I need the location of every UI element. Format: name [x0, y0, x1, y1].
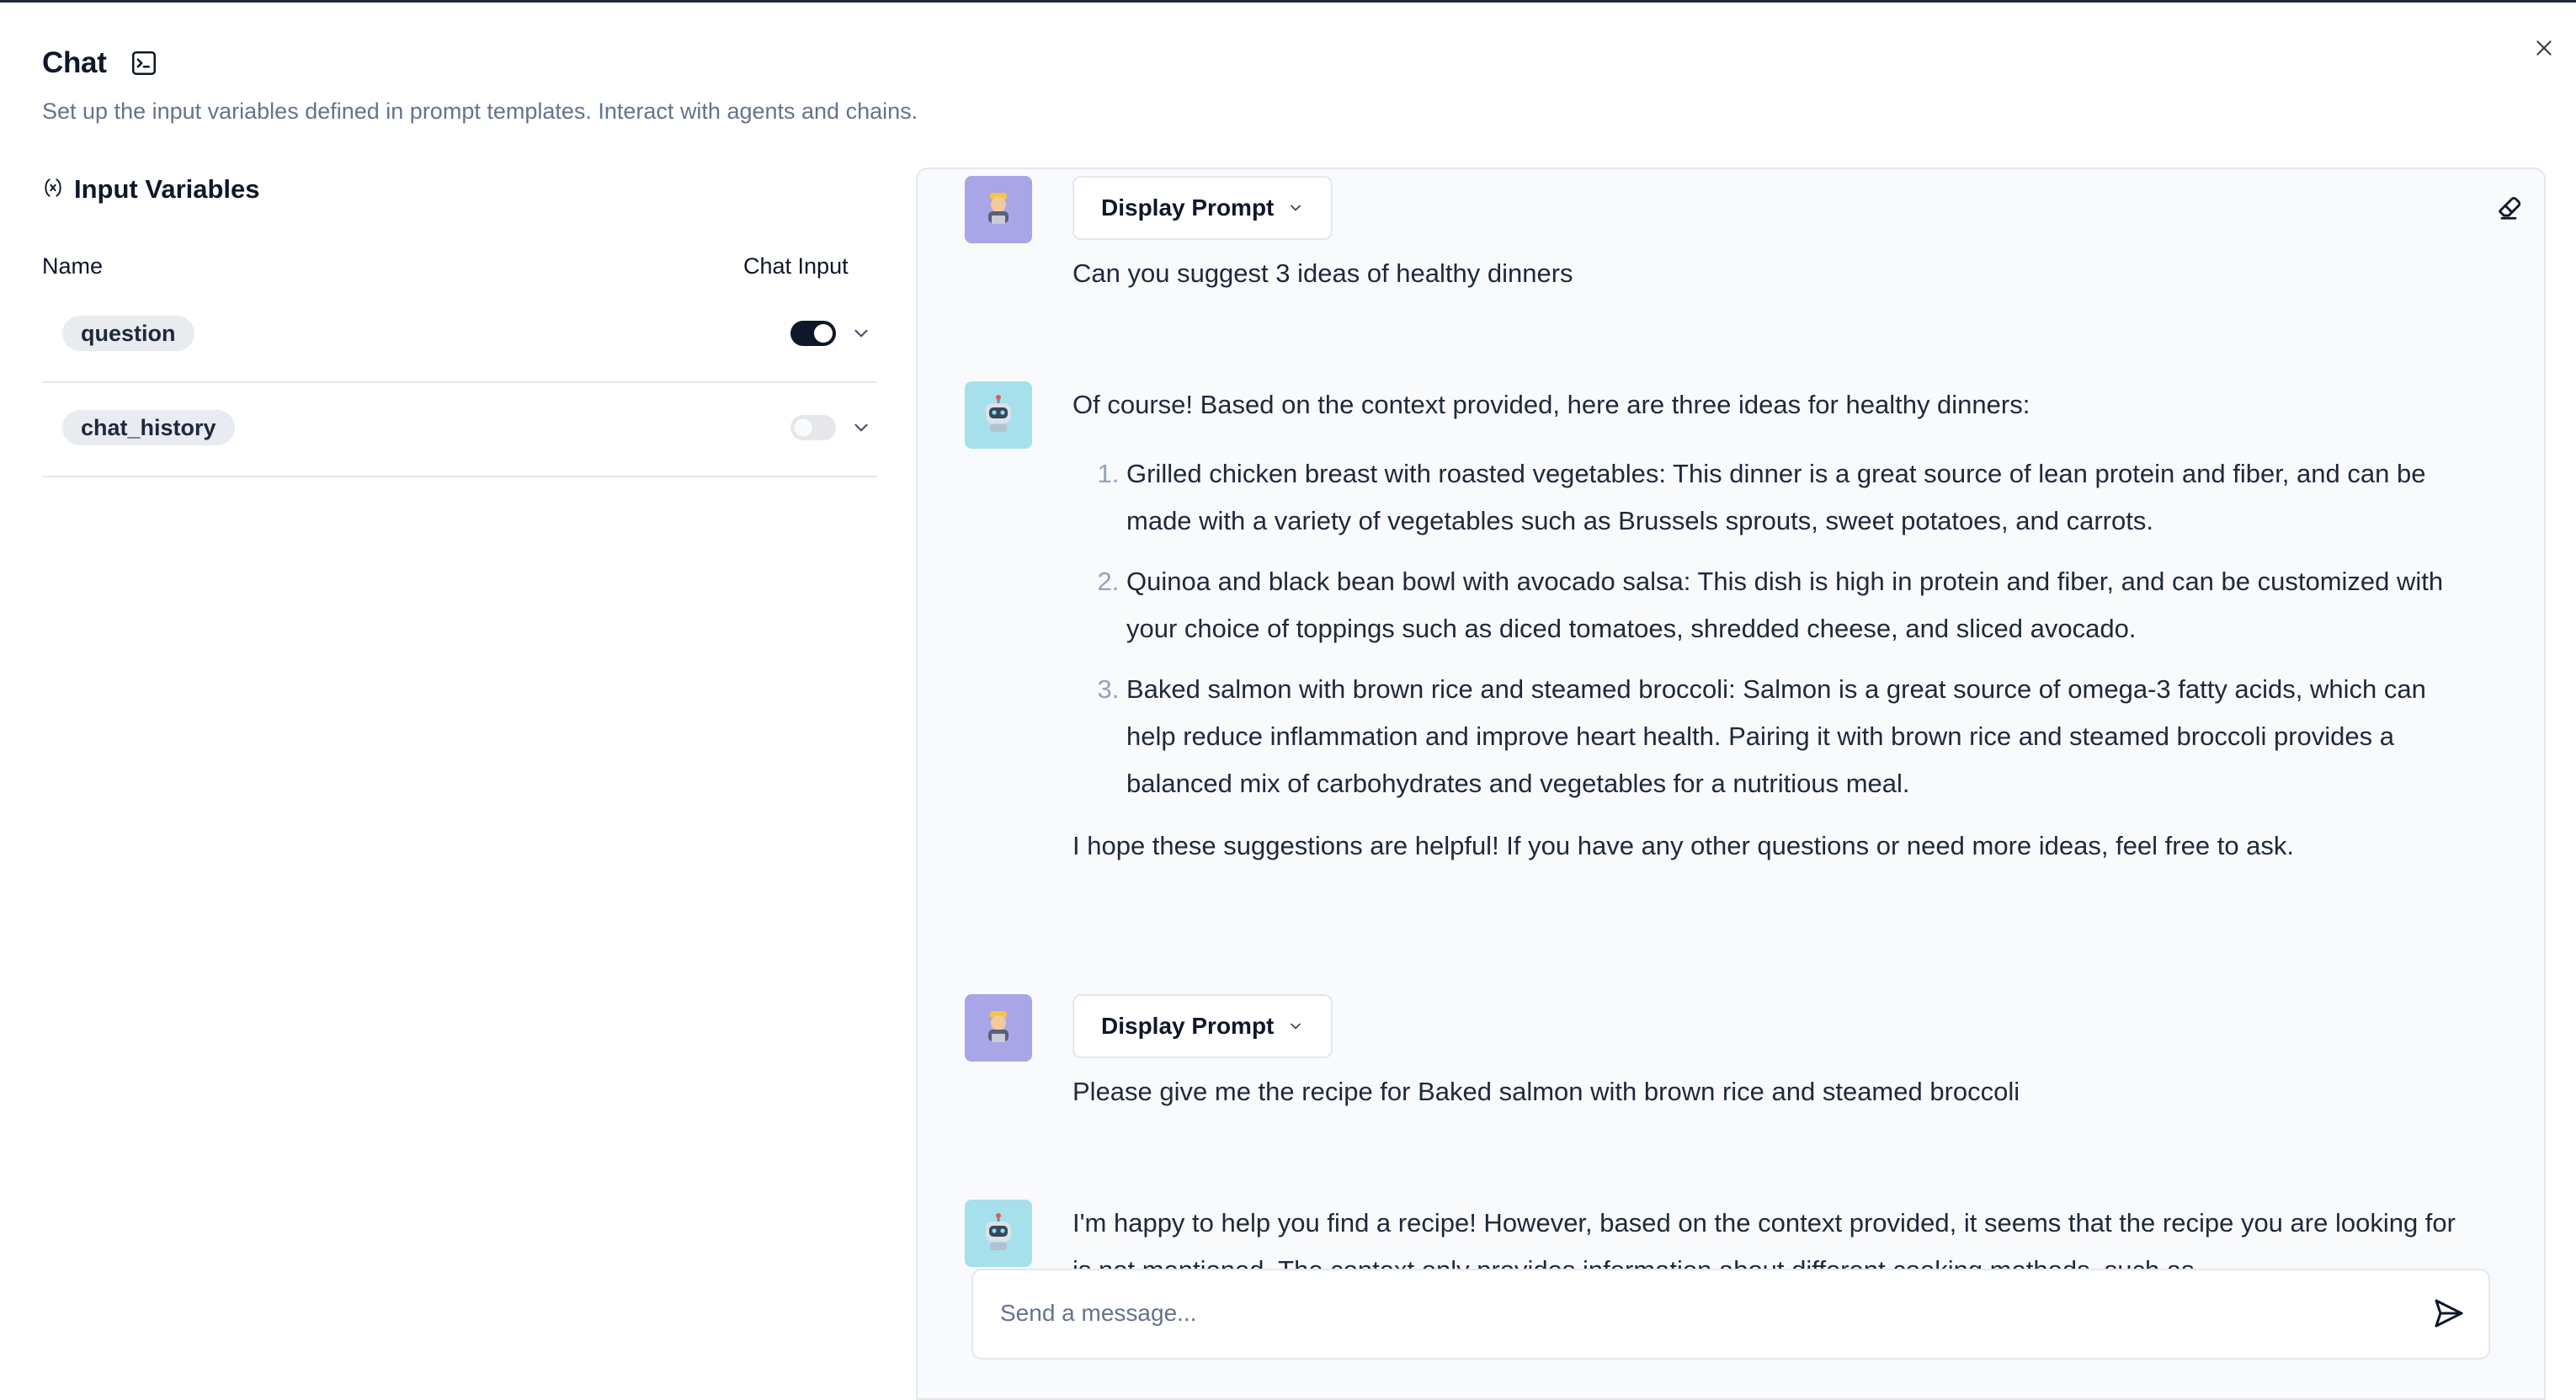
message-text: Can you suggest 3 ideas of healthy dinners: [1072, 258, 1573, 288]
send-icon[interactable]: [2430, 1294, 2468, 1333]
display-prompt-label: Display Prompt: [1101, 194, 1275, 221]
chevron-down-icon: [1287, 1018, 1304, 1035]
input-variables-header: [42, 171, 877, 208]
column-name: Name: [42, 253, 104, 279]
chat-input-toggle[interactable]: [790, 415, 836, 440]
message-composer: [971, 1269, 2490, 1360]
chat-input-toggle[interactable]: [790, 321, 836, 346]
message-bot: [965, 1200, 2514, 1264]
variable-chip: chat_history: [62, 410, 235, 445]
input-variables-panel: [42, 171, 877, 440]
message-intro: Of course! Based on the context provided, here are three ideas for healthy dinners:: [1072, 390, 2030, 419]
message-outro: I hope these suggestions are helpful! If you have any other questions or need more ideas, feel free to ask.: [1072, 831, 2295, 860]
robot-icon: [965, 381, 1032, 449]
robot-icon: [965, 1200, 1032, 1267]
list-item: 1. Grilled chicken breast with roasted vegetables: This dinner is a great source of lean protein and fiber, and can be made with a variety of vegetables such as Brussels sprouts, sweet potatoes, and carrots.: [1126, 450, 2470, 545]
chat-panel: [916, 168, 2546, 1400]
message-text: Please give me the recipe for Baked salmon with brown rice and steamed broccoli: [1072, 1077, 2020, 1106]
user-avatar-icon: [965, 176, 1032, 243]
input-variables-title: Input Variables: [74, 174, 260, 204]
modal-subtitle: Set up the input variables defined in prompt templates. Interact with agents and chains.: [42, 98, 918, 124]
ideas-list: [1072, 450, 2470, 807]
toggle-knob: [814, 324, 833, 343]
chevron-down-icon[interactable]: [850, 417, 872, 439]
message-input[interactable]: [998, 1270, 2382, 1356]
variable-icon: [42, 177, 64, 203]
user-avatar-icon: [965, 994, 1032, 1062]
list-item: 3. Baked salmon with brown rice and steamed broccoli: Salmon is a great source of omega-3 fatty acids, which can help reduce inflammation and improve heart health. Pairing it with brown rice and steamed broccoli provides a balanced mix of carbohydrates and vegetables for a nutritious meal.: [1126, 666, 2470, 807]
message-text: I'm happy to help you find a recipe! However, based on the context provided, it seems that the recipe you are looking for: [1072, 1208, 2456, 1238]
eraser-icon[interactable]: [2490, 188, 2527, 225]
column-chat-input: Chat Input: [743, 253, 849, 279]
display-prompt-button[interactable]: [1072, 176, 1333, 240]
list-item: 2. Quinoa and black bean bowl with avocado salsa: This dish is high in protein and fiber, and can be customized with your choice of toppings such as diced tomatoes, shredded cheese, and sliced avocado.: [1126, 558, 2470, 652]
modal-header: [42, 46, 159, 80]
variable-chip: question: [62, 316, 194, 351]
chat-modal: [0, 3, 2576, 1389]
modal-title: Chat: [42, 46, 107, 79]
variable-row-chat-history: [42, 381, 877, 477]
variable-row-question: [42, 287, 877, 383]
toggle-knob: [794, 418, 812, 437]
chevron-down-icon: [1287, 200, 1304, 216]
message-body: [1072, 994, 2470, 1115]
display-prompt-button[interactable]: [1072, 994, 1333, 1058]
message-body: [1072, 381, 2470, 870]
terminal-icon[interactable]: [129, 48, 159, 78]
display-prompt-label: Display Prompt: [1101, 1013, 1275, 1039]
message-body: [1072, 176, 2470, 297]
chevron-down-icon[interactable]: [850, 322, 872, 344]
close-icon[interactable]: [2525, 29, 2563, 67]
